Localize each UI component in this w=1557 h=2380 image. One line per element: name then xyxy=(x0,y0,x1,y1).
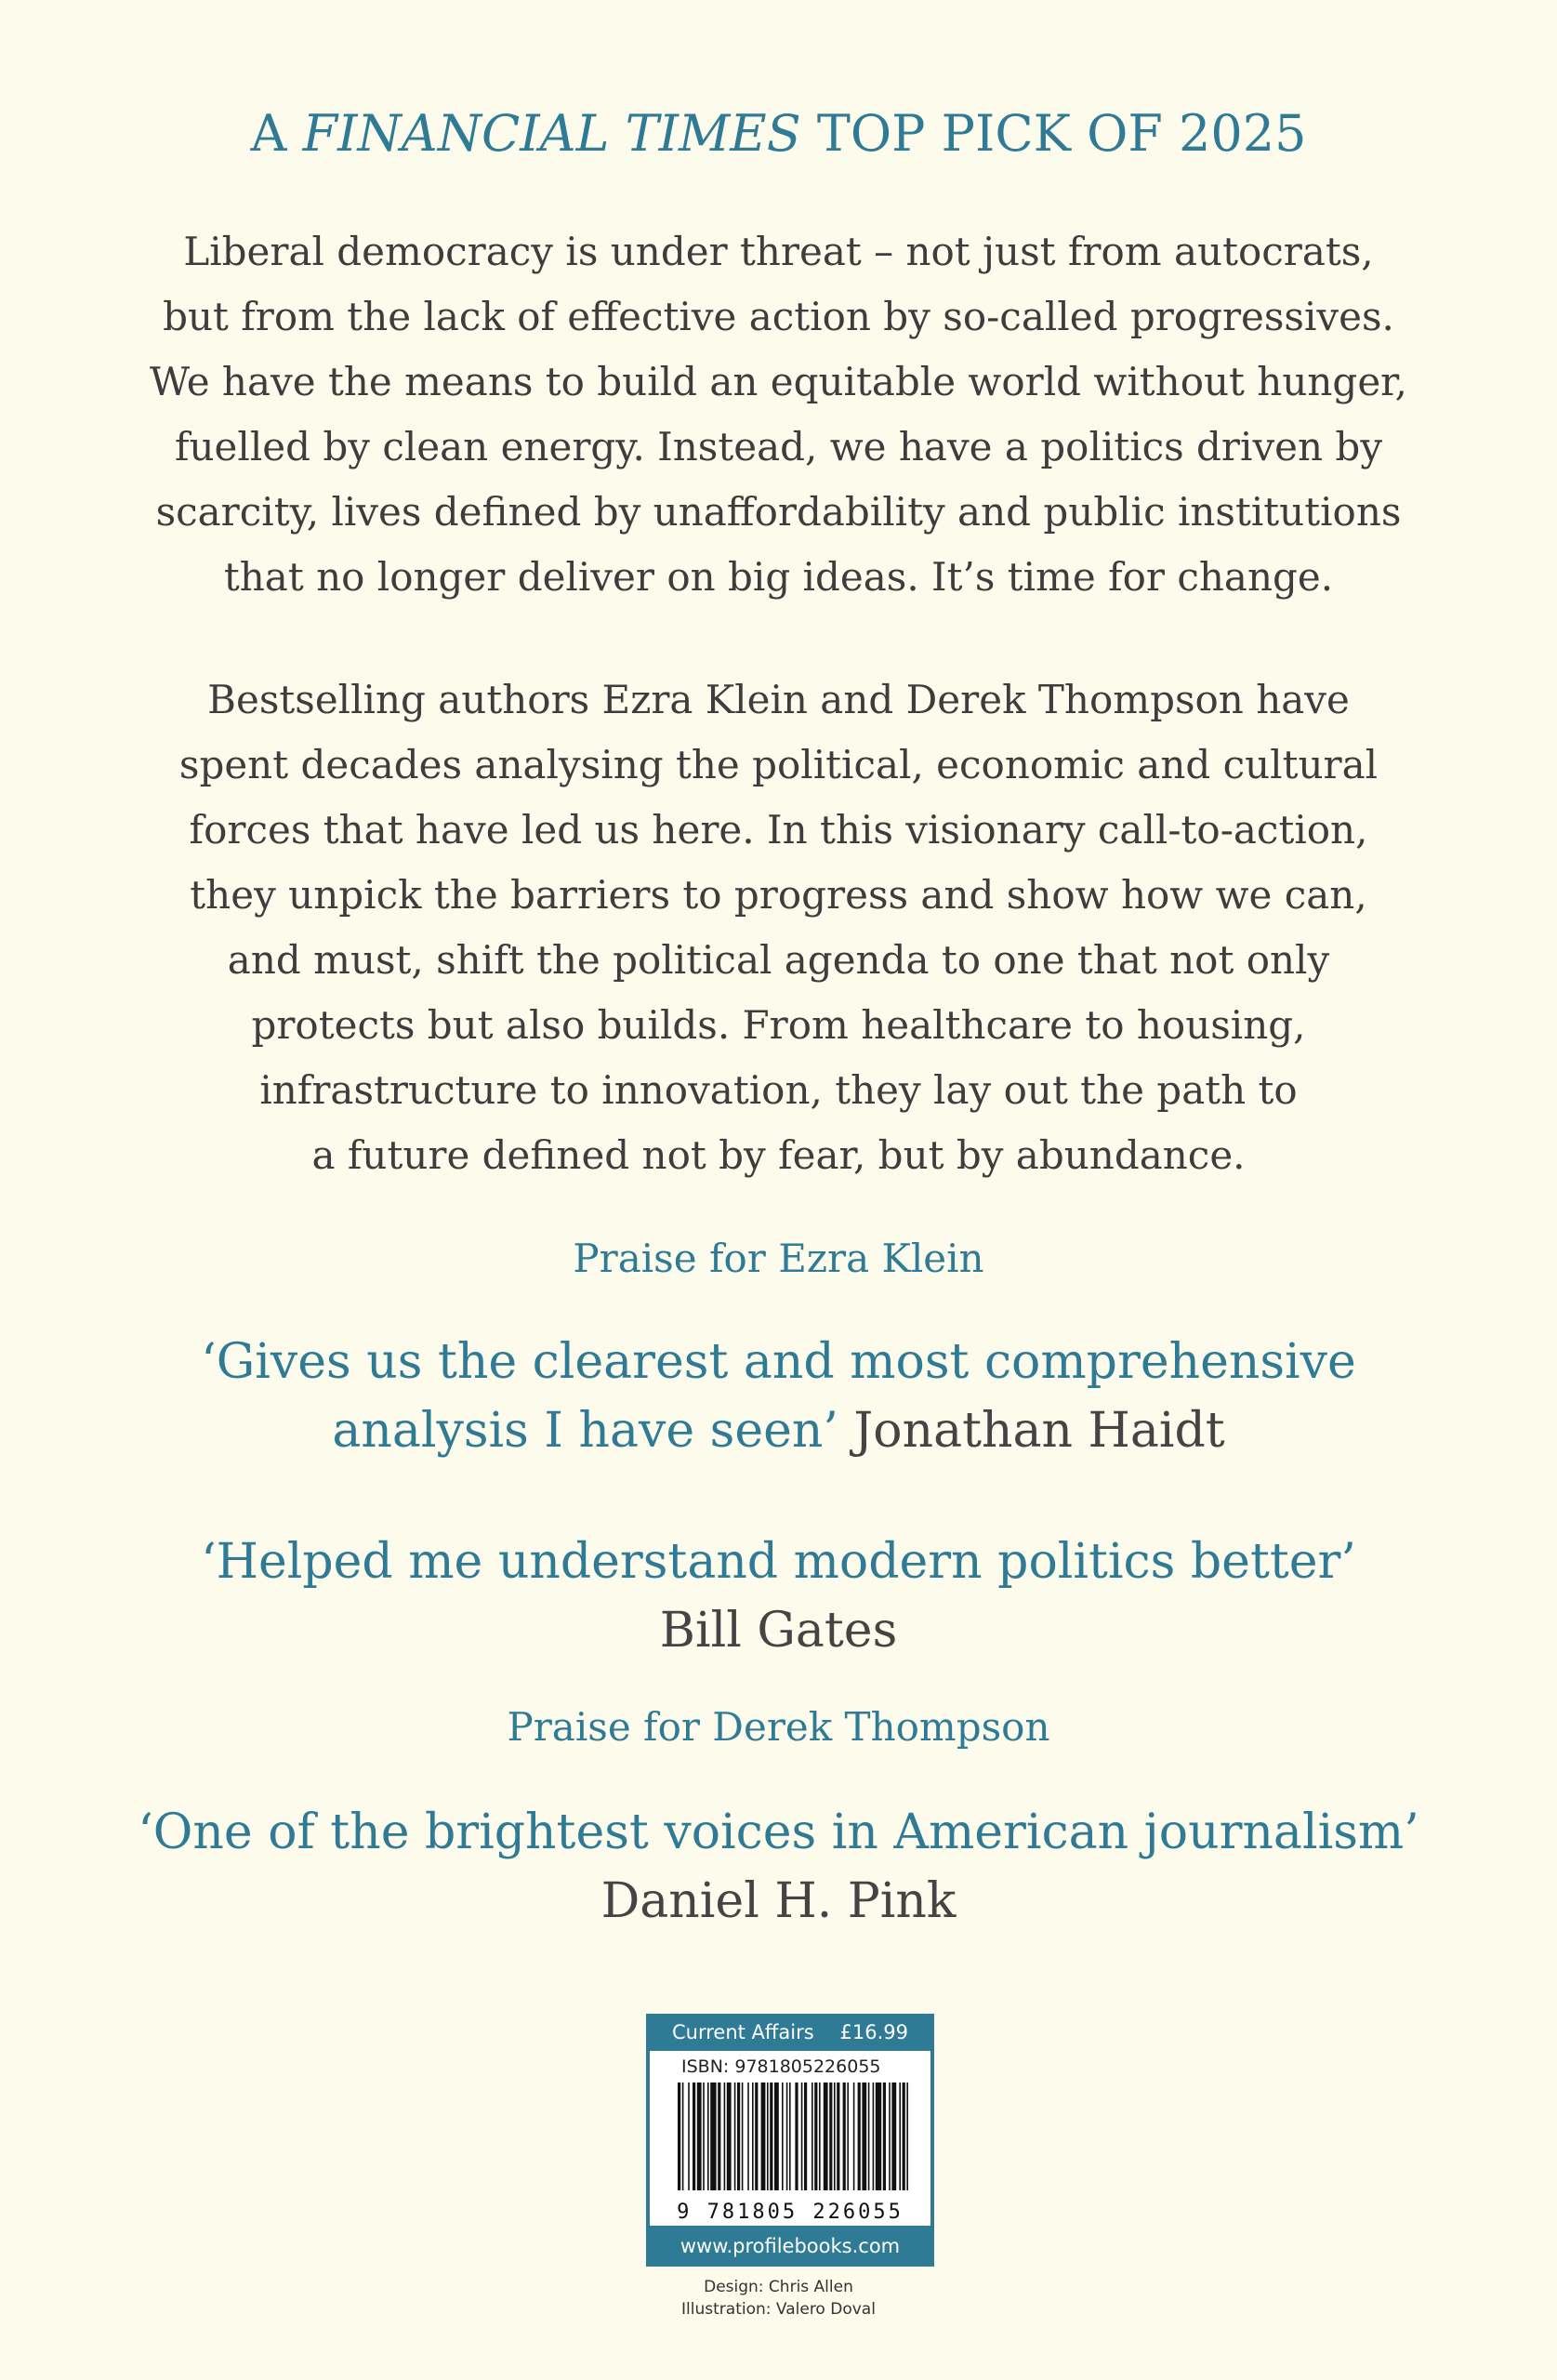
barcode-bar xyxy=(811,2082,813,2190)
credits xyxy=(0,2276,1557,2320)
barcode-bar xyxy=(761,2082,766,2190)
barcode-bar xyxy=(876,2082,881,2190)
barcode-bar xyxy=(824,2082,828,2190)
barcode-panel xyxy=(646,2014,934,2267)
barcode-area xyxy=(650,2051,930,2226)
publisher-website: www.profilebooks.com xyxy=(680,2235,901,2257)
barcode-bar xyxy=(767,2082,769,2190)
barcode-bar xyxy=(862,2082,866,2190)
barcode-bar xyxy=(742,2082,744,2190)
barcode-bar xyxy=(814,2082,817,2190)
blurb-line: fuelled by clean energy. Instead, we have a politics driven by xyxy=(174,424,1383,469)
heading-publication: FINANCIAL TIMES xyxy=(302,104,801,163)
blurb-line: spent decades analysing the political, economic and cultural xyxy=(178,742,1379,787)
barcode-bar xyxy=(906,2082,908,2190)
barcode-bar xyxy=(678,2082,680,2190)
quote-text: ‘One of the brightest voices in American journalism’ xyxy=(138,1805,1419,1860)
category-label: Current Affairs xyxy=(672,2021,814,2043)
barcode-bar xyxy=(843,2082,846,2190)
barcode-bar xyxy=(682,2082,684,2190)
blurb-line: Liberal democracy is under threat – not just from autocrats, xyxy=(183,229,1374,274)
quote-text: ‘Gives us the clearest and most comprehensive xyxy=(201,1334,1356,1390)
price-label: £16.99 xyxy=(839,2021,908,2043)
blurb-line: and must, shift the political agenda to one that not only xyxy=(227,937,1330,983)
barcode-bar xyxy=(786,2082,788,2190)
barcode-bar xyxy=(903,2082,905,2190)
barcode-bar xyxy=(789,2082,791,2190)
design-credit: Design: Chris Allen xyxy=(704,2278,853,2296)
blurb-line: but from the lack of effective action by so-called progressives. xyxy=(163,294,1394,339)
blurb-line: We have the means to build an equitable world without hunger, xyxy=(149,359,1407,404)
barcode-graphic xyxy=(657,2082,923,2222)
barcode-bar xyxy=(747,2082,749,2190)
blurb-line: a future defined not by fear, but by abundance. xyxy=(311,1132,1246,1178)
illustration-credit: Illustration: Valero Doval xyxy=(681,2300,876,2319)
blurb-line: they unpick the barriers to progress and show how we can, xyxy=(190,872,1367,918)
barcode-bar xyxy=(853,2082,855,2190)
quote-author: Jonathan Haidt xyxy=(838,1403,1225,1459)
barcode-header xyxy=(646,2014,934,2051)
barcode-bar xyxy=(795,2082,798,2190)
barcode-bar xyxy=(752,2082,754,2190)
barcode-bar xyxy=(710,2082,716,2190)
barcode-bar xyxy=(718,2082,720,2190)
quote-text: analysis I have seen’ xyxy=(332,1403,838,1459)
barcode-bar xyxy=(834,2082,836,2190)
top-pick-heading xyxy=(0,104,1557,164)
barcode-bar xyxy=(858,2082,861,2190)
barcode-bar xyxy=(737,2082,740,2190)
heading-prefix: A xyxy=(250,104,303,163)
barcode-bar xyxy=(873,2082,875,2190)
blurb-line: scarcity, lives defined by unaffordability and public institutions xyxy=(155,489,1402,535)
barcode-bar xyxy=(734,2082,736,2190)
heading-suffix: TOP PICK OF 2025 xyxy=(800,104,1307,163)
barcode-bar xyxy=(774,2082,779,2190)
blurb-line: Bestselling authors Ezra Klein and Derek Thompson have xyxy=(207,677,1350,722)
barcode-bar xyxy=(883,2082,886,2190)
blurb-paragraph-2 xyxy=(0,668,1557,1188)
praise-heading-thompson: Praise for Derek Thompson xyxy=(507,1704,1050,1750)
barcode-bar xyxy=(837,2082,839,2190)
barcode-bar xyxy=(868,2082,870,2190)
barcode-digits: 9 781805 226055 xyxy=(677,2201,904,2222)
barcode-bar xyxy=(889,2082,891,2190)
barcode-bar xyxy=(829,2082,832,2190)
quote-gates xyxy=(0,1527,1557,1665)
barcode-bar xyxy=(688,2082,690,2190)
quote-text: ‘Helped me understand modern politics better’ xyxy=(201,1534,1356,1590)
blurb-paragraph-1 xyxy=(0,219,1557,610)
quote-author: Bill Gates xyxy=(659,1603,898,1659)
blurb-line: forces that have led us here. In this visionary call-to-action, xyxy=(189,807,1368,853)
blurb-line: that no longer deliver on big ideas. It’s time for change. xyxy=(223,554,1334,600)
barcode-bar xyxy=(693,2082,695,2190)
barcode-bar xyxy=(724,2082,726,2190)
barcode-bar xyxy=(707,2082,709,2190)
praise-heading-klein: Praise for Ezra Klein xyxy=(573,1236,984,1281)
barcode-bar xyxy=(782,2082,784,2190)
barcode-bar xyxy=(804,2082,807,2190)
barcode-bar xyxy=(755,2082,758,2190)
barcode-bar xyxy=(801,2082,803,2190)
quote-pink xyxy=(0,1798,1557,1936)
blurb-line: protects but also builds. From healthcare to housing, xyxy=(251,1002,1306,1048)
quote-haidt xyxy=(0,1328,1557,1465)
barcode-bar xyxy=(847,2082,849,2190)
barcode-bar xyxy=(770,2082,772,2190)
barcode-bar xyxy=(899,2082,901,2190)
barcode-bar xyxy=(891,2082,896,2190)
barcode-bar xyxy=(703,2082,705,2190)
quote-author: Daniel H. Pink xyxy=(600,1873,957,1929)
isbn-label: ISBN: 9781805226055 xyxy=(681,2056,881,2077)
barcode-bar xyxy=(819,2082,821,2190)
blurb-line: infrastructure to innovation, they lay out the path to xyxy=(259,1067,1298,1113)
barcode-bar xyxy=(697,2082,702,2190)
barcode-bar xyxy=(727,2082,732,2190)
